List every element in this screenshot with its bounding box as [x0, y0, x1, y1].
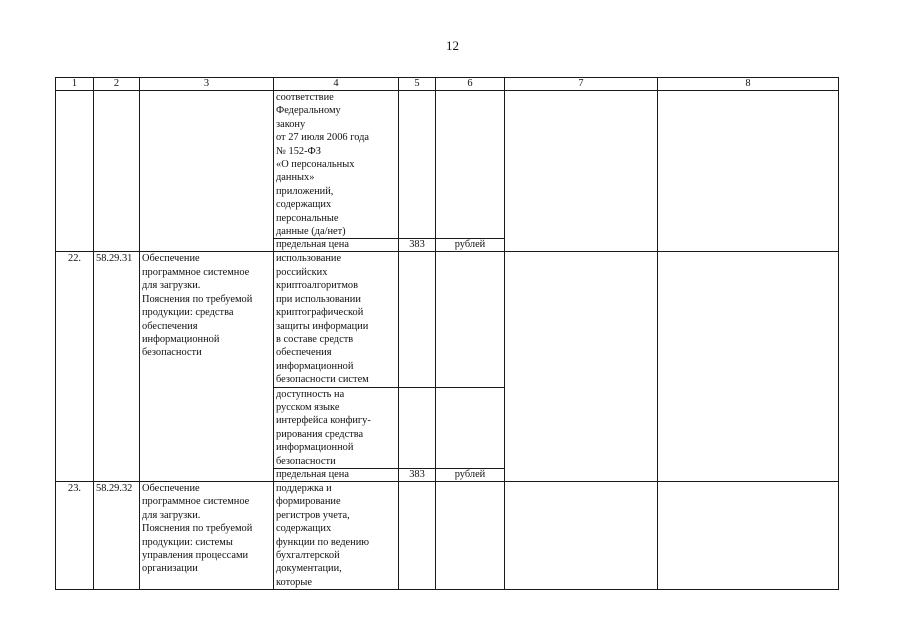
header-cell: 2	[94, 78, 140, 91]
price-value: 383	[399, 468, 436, 481]
cell-value	[399, 252, 436, 387]
cell-characteristic: использование российских криптоалгоритмов при использовании криптографической защиты информации в составе средств обеспечения информационной безопасности систем	[274, 252, 399, 387]
cell-col8	[658, 91, 839, 252]
cell-col7	[505, 91, 658, 252]
price-label: предельная цена	[274, 239, 399, 252]
price-value: 383	[399, 239, 436, 252]
cell-unit	[436, 252, 505, 387]
cell-num	[56, 91, 94, 252]
cell-num: 23.	[56, 481, 94, 589]
cell-unit	[436, 91, 505, 239]
header-cell: 7	[505, 78, 658, 91]
table-row	[56, 91, 839, 239]
header-cell: 1	[56, 78, 94, 91]
header-cell: 5	[399, 78, 436, 91]
header-cell: 8	[658, 78, 839, 91]
cell-num: 22.	[56, 252, 94, 482]
cell-value	[399, 91, 436, 239]
cell-name	[140, 91, 274, 252]
cell-unit	[436, 387, 505, 468]
cell-name: Обеспечение программное системное для загрузки. Пояснения по требуемой продукции: системы управления процессами организации	[140, 481, 274, 589]
requirements-table	[55, 77, 839, 590]
price-unit: рублей	[436, 239, 505, 252]
cell-code: 58.29.31	[94, 252, 140, 482]
cell-characteristic: соответствие Федеральному закону от 27 июля 2006 года № 152-ФЗ «О персональных данных» приложений, содержащих персональные данные (да/нет)	[274, 91, 399, 239]
table-row	[56, 481, 839, 589]
header-cell: 4	[274, 78, 399, 91]
price-unit: рублей	[436, 468, 505, 481]
price-label: предельная цена	[274, 468, 399, 481]
header-row	[56, 78, 839, 91]
cell-value	[399, 387, 436, 468]
cell-characteristic: поддержка и формирование регистров учета, содержащих функции по ведению бухгалтерской документации, которые	[274, 481, 399, 589]
header-cell: 6	[436, 78, 505, 91]
header-cell: 3	[140, 78, 274, 91]
cell-code: 58.29.32	[94, 481, 140, 589]
page-number: 12	[446, 38, 459, 53]
cell-col7	[505, 481, 658, 589]
cell-code	[94, 91, 140, 252]
cell-unit	[436, 481, 505, 589]
cell-characteristic: доступность на русском языке интерфейса конфигу- рирования средства информационной безопасности	[274, 387, 399, 468]
cell-col8	[658, 481, 839, 589]
cell-value	[399, 481, 436, 589]
cell-name: Обеспечение программное системное для загрузки. Пояснения по требуемой продукции: средства обеспечения информационной безопасности	[140, 252, 274, 482]
cell-col8	[658, 252, 839, 482]
table-row	[56, 252, 839, 387]
cell-col7	[505, 252, 658, 482]
